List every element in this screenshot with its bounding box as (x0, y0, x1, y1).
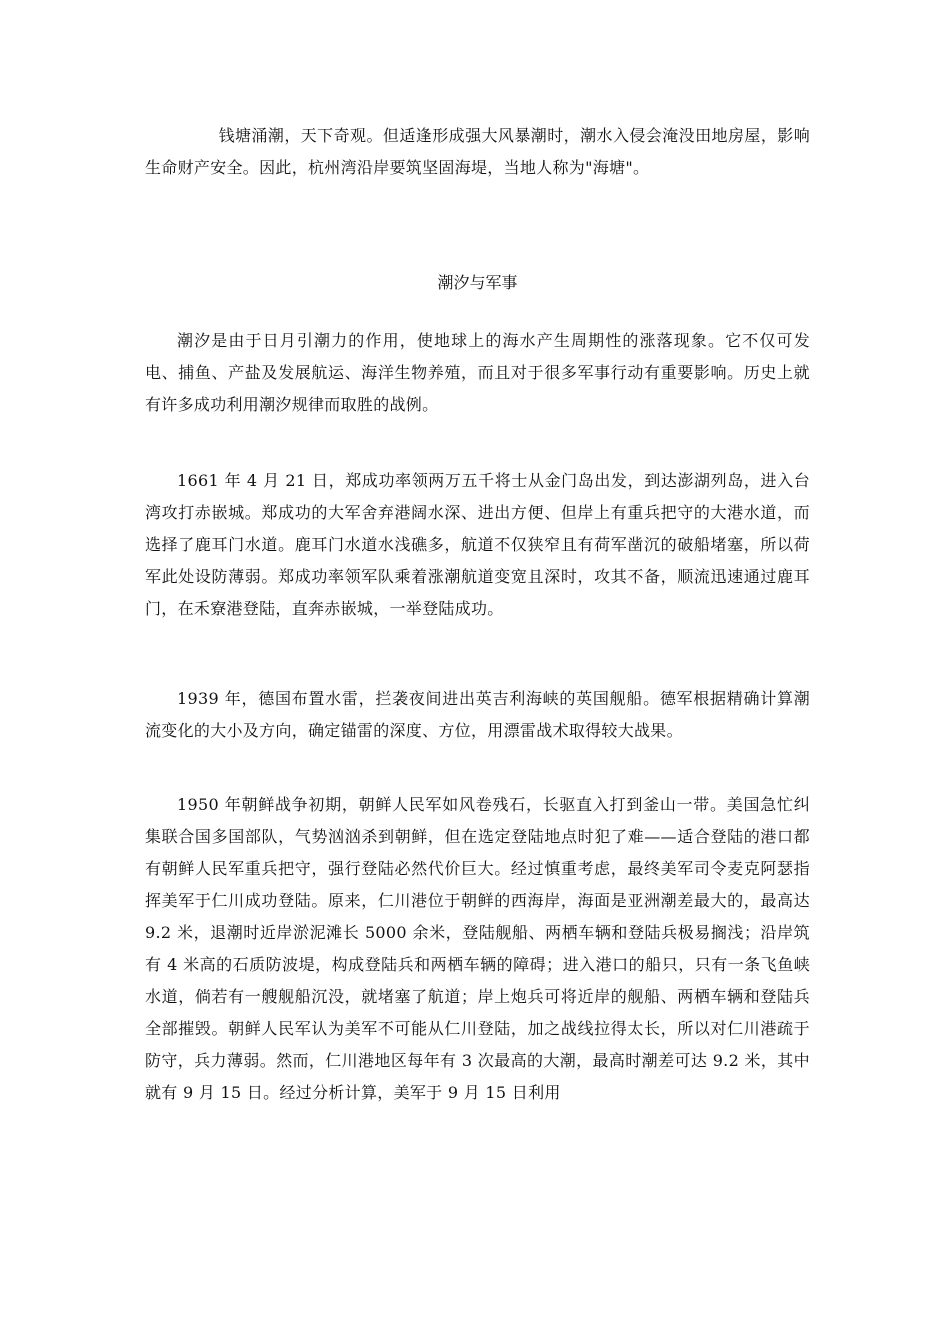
paragraph-tide-intro: 潮汐是由于日月引潮力的作用，使地球上的海水产生周期性的涨落现象。它不仅可发电、捕鱼、产盐及发展航运、海洋生物养殖，而且对于很多军事行动有重要影响。历史上就有许多成功利用潮汐规律而取胜的战例。 (145, 331, 810, 414)
paragraph-qiantang-tide: 钱塘涌潮，天下奇观。但适逢形成强大风暴潮时，潮水入侵会淹没田地房屋，影响生命财产安全。因此，杭州湾沿岸要筑坚固海堤，当地人称为"海塘"。 (145, 126, 810, 177)
paragraph-incheon-landing: 1950 年朝鲜战争初期，朝鲜人民军如风卷残石，长驱直入打到釜山一带。美国急忙纠集联合国多国部队，气势汹汹杀到朝鲜，但在选定登陆地点时犯了难——适合登陆的港口都有朝鲜人民军重兵把守，强行登陆必然代价巨大。经过慎重考虑，最终美军司令麦克阿瑟指挥美军于仁川成功登陆。原来，仁川港位于朝鲜的西海岸，海面是亚洲潮差最大的，最高达 9.2 米，退潮时近岸淤泥滩长 5000 余米，登陆舰船、两栖车辆和登陆兵极易搁浅；沿岸筑有 4 米高的石质防波堤，构成登陆兵和两栖车辆的障碍；进入港口的船只，只有一条飞鱼峡水道，倘若有一艘舰船沉没，就堵塞了航道；岸上炮兵可将近岸的舰船、两栖车辆和登陆兵全部摧毁。朝鲜人民军认为美军不可能从仁川登陆，加之战线拉得太长，所以对仁川港疏于防守，兵力薄弱。然而，仁川港地区每年有 3 次最高的大潮，最高时潮差可达 9.2 米，其中就有 9 月 15 日。经过分析计算，美军于 9 月 15 日利用 (145, 795, 810, 1102)
paragraph-1939-mines: 1939 年，德国布置水雷，拦袭夜间进出英吉利海峡的英国舰船。德军根据精确计算潮流变化的大小及方向，确定锚雷的深度、方位，用漂雷战术取得较大战果。 (145, 689, 810, 740)
section-title: 潮汐与军事 (437, 273, 518, 292)
paragraph-zheng-chenggong: 1661 年 4 月 21 日，郑成功率领两万五千将士从金门岛出发，到达澎湖列岛，进入台湾攻打赤嵌城。郑成功的大军舍弃港阔水深、进出方便、但岸上有重兵把守的大港水道，而选择了鹿耳门水道。鹿耳门水道水浅礁多，航道不仅狭窄且有荷军凿沉的破船堵塞，所以荷军此处设防薄弱。郑成功率领军队乘着涨潮航道变宽且深时，攻其不备，顺流迅速通过鹿耳门，在禾寮港登陆，直奔赤嵌城，一举登陆成功。 (145, 471, 810, 618)
